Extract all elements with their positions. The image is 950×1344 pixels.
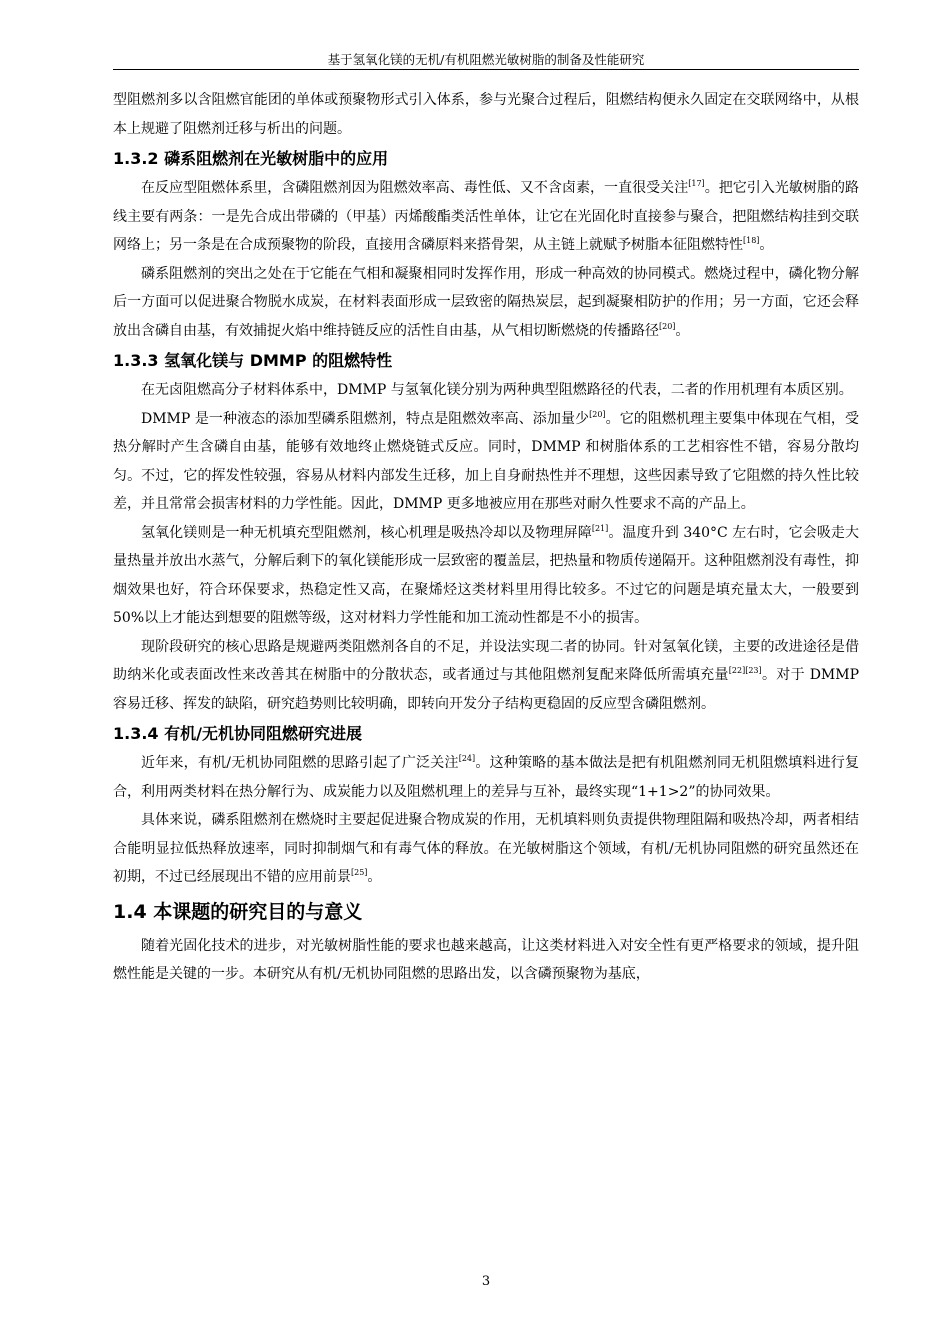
citation[interactable]: [22][23] xyxy=(728,666,762,675)
paragraph: 近年来，有机/无机协同阻燃的思路引起了广泛关注[24]。这种策略的基本做法是把有机阻燃剂同无机阻燃填料进行复合，利用两类材料在热分解行为、成炭能力以及阻燃机理上的差异与互补，最终实现“1+1>2”的协同效果。 xyxy=(113,754,860,800)
section-heading-1-3-3: 1.3.3 氢氧化镁与 DMMP 的阻燃特性 xyxy=(113,351,393,370)
header-rule xyxy=(113,69,859,70)
paragraph: 磷系阻燃剂的突出之处在于它能在气相和凝聚相同时发挥作用，形成一种高效的协同模式。燃烧过程中，磷化物分解后一方面可以促进聚合物脱水成炭，在材料表面形成一层致密的隔热炭层，起到凝聚相防护的作用；另一方面，它还会释放出含磷自由基，有效捕捉火焰中维持链反应的活性自由基，从气相切断燃烧的传播路径[20]。 xyxy=(113,265,859,339)
paragraph-continued: 型阻燃剂多以含阻燃官能团的单体或预聚物形式引入体系，参与光聚合过程后，阻燃结构便永久固定在交联网络中，从根本上规避了阻燃剂迁移与析出的问题。 xyxy=(113,92,859,137)
citation[interactable]: [20] xyxy=(589,409,606,419)
section-heading-1-3-4: 1.3.4 有机/无机协同阻燃研究进展 xyxy=(113,724,362,743)
page-body xyxy=(113,86,859,989)
paragraph: 氢氧化镁则是一种无机填充型阻燃剂，核心机理是吸热冷却以及物理屏障[21]。温度升到 340°C 左右时，它会吸走大量热量并放出水蒸气，分解后剩下的氧化镁能形成一层致密的覆盖层，把热量和物质传递隔开。这种阻燃剂没有毒性，抑烟效果也好，符合环保要求，热稳定性又高，在聚烯烃这类材料里用得比较多。不过它的问题是填充量太大，一般要到 50%以上才能达到想要的阻燃等级，这对材料力学性能和加工流动性都是不小的损害。 xyxy=(113,523,859,626)
citation[interactable]: [18] xyxy=(743,236,760,245)
paragraph: DMMP 是一种液态的添加型磷系阻燃剂，特点是阻燃效率高、添加量少[20]。它的阻燃机理主要集中体现在气相，受热分解时产生含磷自由基，能够有效地终止燃烧链式反应。同时，DMMP 和树脂体系的工艺相容性不错，容易分散均匀。不过，它的挥发性较强，容易从材料内部发生迁移，加上自身耐热性并不理想，这些因素导致了它阻燃的持久性比较差，并且常常会损害材料的力学性能。因此，DMMP 更多地被应用在那些对耐久性要求不高的产品上。 xyxy=(113,409,860,512)
citation[interactable]: [24] xyxy=(458,754,476,763)
paragraph: 在反应型阻燃体系里，含磷阻燃剂因为阻燃效率高、毒性低、又不含卤素，一直很受关注[17]。把它引入光敏树脂的路线主要有两条：一是先合成出带磷的（甲基）丙烯酸酯类活性单体，让它在光固化时直接参与聚合，把阻燃结构挂到交联网络上；另一条是在合成预聚物的阶段，直接用含磷原料来搭骨架，从主链上就赋予树脂本征阻燃特性[18]。 xyxy=(113,179,860,253)
page-number: 3 xyxy=(481,1274,491,1289)
paragraph: 现阶段研究的核心思路是规避两类阻燃剂各自的不足，并设法实现二者的协同。针对氢氧化镁，主要的改进途径是借助纳米化或表面改性来改善其在树脂中的分散状态，或者通过与其他阻燃剂复配来降低所需填充量[22][23]。对于 DMMP 容易迁移、挥发的缺陷，研究趋势则比较明确，即转向开发分子结构更稳固的反应型含磷阻燃剂。 xyxy=(113,638,860,712)
citation[interactable]: [20] xyxy=(659,321,676,331)
paragraph: 随着光固化技术的进步，对光敏树脂性能的要求也越来越高，让这类材料进入对安全性有更严格要求的领域，提升阻燃性能是关键的一步。本研究从有机/无机协同阻燃的思路出发，以含磷预聚物为基底， xyxy=(113,937,859,982)
section-heading-1-4: 1.4 本课题的研究目的与意义 xyxy=(113,900,363,923)
paragraph: 具体来说，磷系阻燃剂在燃烧时主要起促进聚合物成炭的作用，无机填料则负责提供物理阻隔和吸热冷却，两者相结合能明显拉低热释放速率，同时抑制烟气和有毒气体的释放。在光敏树脂这个领域，有机/无机协同阻燃的研究虽然还在初期，不过已经展现出不错的应用前景[25]。 xyxy=(113,812,859,885)
citation[interactable]: [17] xyxy=(688,179,705,188)
running-header: 基于氢氧化镁的无机/有机阻燃光敏树脂的制备及性能研究 xyxy=(327,52,645,67)
citation[interactable]: [25] xyxy=(351,868,368,877)
paragraph: 在无卤阻燃高分子材料体系中，DMMP 与氢氧化镁分别为两种典型阻燃路径的代表，二者的作用机理有本质区别。 xyxy=(141,382,853,398)
section-heading-1-3-2: 1.3.2 磷系阻燃剂在光敏树脂中的应用 xyxy=(113,149,389,168)
citation[interactable]: [21] xyxy=(591,523,609,533)
